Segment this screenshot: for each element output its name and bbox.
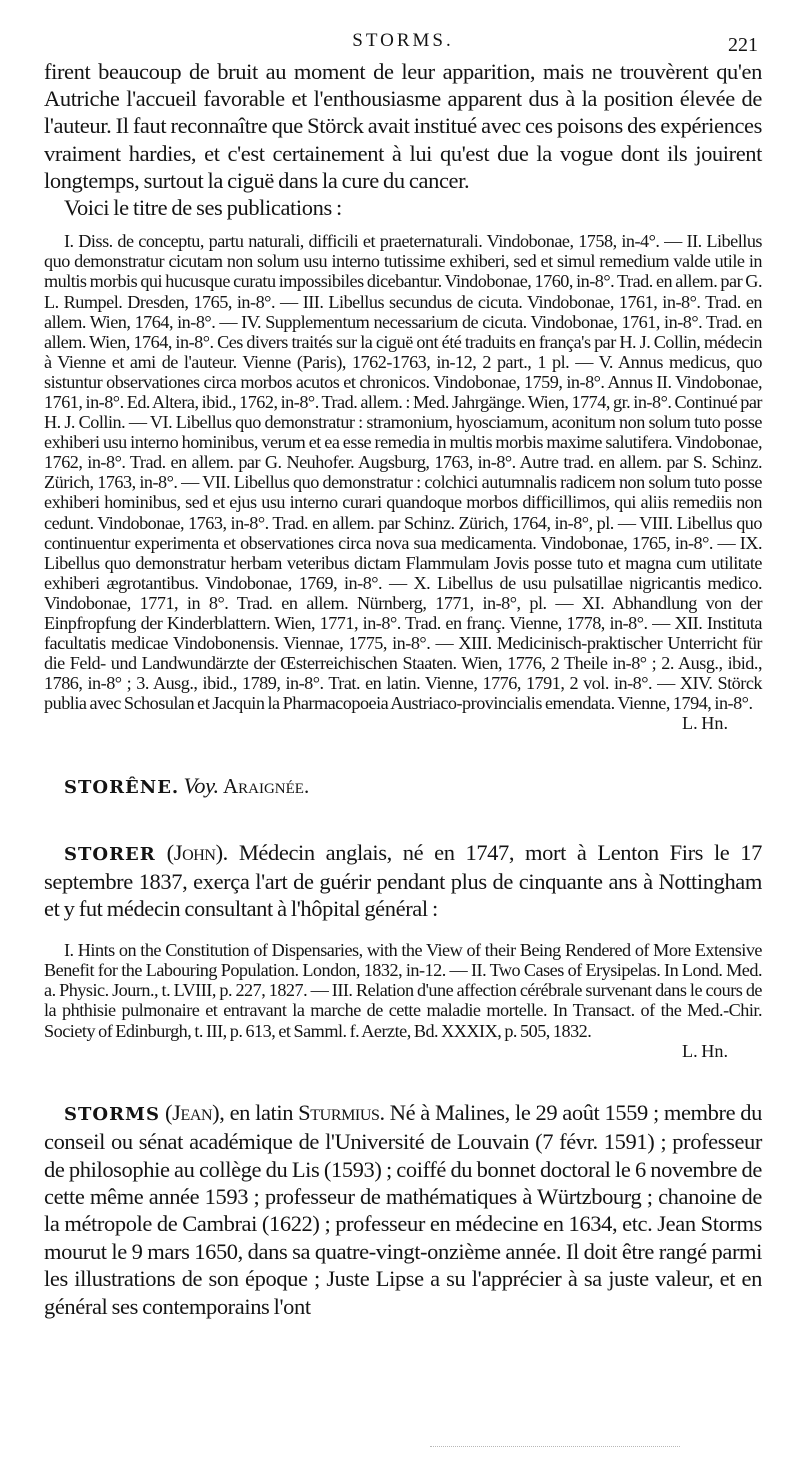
entry-headword: STORMS: [64, 1103, 160, 1125]
bibliography-list: I. Diss. de conceptu, partu naturali, difficili et praeternaturali. Vindobonae, 1758, in-4°. — II. Libellus quo demonstratur cicutam non solum usu interno tutissime exhiberi, sed et simul remedium valde utile in multis morbis qui hucusque curatu impossibiles dicebantur. Vindobonae, 1760, in-8°. Trad. en allem. par G. L. Rumpel. Dresden, 1765, in-8°. — III. Libellus secundus de cicuta. Vindobonae, 1761, in-8°. Trad. en allem. Wien, 1764, in-8°. — IV. Supplementum necessarium de cicuta. Vindobonae, 1761, in-8°. Trad. en allem. Wien, 1764, in-8°. Ces divers traités sur la ciguë ont été traduits en françа's par H. J. Collin, médecin à Vienne et ami de l'auteur. Vienne (Paris), 1762-1763, in-12, 2 part., 1 pl. — V. Annus medicus, quo sistuntur observationes circa morbos acutos et chronicos. Vindobonae, 1759, in-8°. Annus II. Vindobonae, 1761, in-8°. Ed. Altera, ibid., 1762, in-8°. Trad. allem. : Med. Jahrgänge. Wien, 1774, gr. in-8°. Continué par H. J. Collin. — VI. Libellus quo demonstratur : stramonium, hyosciamum, aconitum non solum tuto posse exhiberi usu interno hominibus, verum et ea esse remedia in multis morbis maxime salutifera. Vindobonae, 1762, in-8°. Trad. en allem. par G. Neuhofer. Augsburg, 1763, in-8°. Autre trad. en allem. par S. Schinz. Zürich, 1763, in-8°. — VII. Libellus quo demonstratur : colchici autumnalis radicem non solum tuto posse exhiberi hominibus, sed et ejus usu interno curari quandoque morbos difficillimos, qui aliis remediis non cedunt. Vindobonae, 1763, in-8°. Trad. en allem. par Schinz. Zürich, 1764, in-8°, pl. — VIII. Libellus quo continuentur experimenta et observationes circa nova sua medicamenta. Vindobonae, 1765, in-8°. — IX. Libellus quo demonstratur herbam veteribus dictam Flammulam Jovis posse tuto et magna cum utilitate exhiberi ægrotantibus. Vindobonae, 1769, in-8°. — X. Libellus de usu pulsatillae nigricantis medico. Vindobonae, 1771, in 8°. Trad. en allem. Nürnberg, 1771, in-8°, pl. — XI. Abhandlung von der Einpfropfung der Kinderblattern. Wien, 1771, in-8°. Trad. en franç. Vienne, 1778, in-8°. — XII. Instituta facultatis medicae Vindobonensis. Viennae, 1775, in-8°. — XIII. Medicinisch-praktischer Unterricht für die Feld- und Landwundärzte der Œsterreichischen Staaten. Wien, 1776, 2 Theile in-8° ; 2. Ausg., ibid., 1786, in-8° ; 3. Ausg., ibid., 1789, in-8°. Trat. en latin. Vienne, 1776, 1791, 2 vol. in-8°. — XIV. Störck publia avec Schosulan et Jacquin la Pharmacopoeia Austriaco-provincialis emendata. Vienne, 1794, in-8°.: [44, 231, 762, 714]
entry-storene: [44, 772, 762, 801]
cross-reference-voy: Voy.: [183, 772, 219, 798]
author-signature: L. Hn.: [682, 713, 728, 734]
publications-intro: Voici le titre de ses publications :: [64, 195, 342, 221]
author-signature: L. Hn.: [682, 1040, 728, 1061]
entry-storck-continuation: [44, 58, 762, 734]
entry-forename: (Jean),: [165, 1099, 225, 1125]
entry-storer: [44, 839, 762, 1061]
body-paragraph: Né à Malines, le 29 août 1559 ; membre du conseil ou sénat académique de l'Université de Louvain (7 févr. 1591) ; professeur de philosophie au collège du Lis (1593) ; coiffé du bonnet doctoral le 6 novembre de cette même année 1593 ; professeur de mathématiques à Würtzbourg ; chanoine de la métropole de Cambrai (1622) ; professeur en médecine en 1634, etc. Jean Storms mourut le 9 mars 1650, dans sa quatre-vingt-onzième année. Il doit être rangé parmi les illustrations de son époque ; Juste Lipse a su l'apprécier à sa juste valeur, et en général ses contemporains l'ont: [44, 1099, 762, 1319]
entry-headword: STORER: [64, 843, 156, 865]
body-paragraph: firent beaucoup de bruit au moment de leur apparition, mais ne trouvèrent qu'en Autriche l'accueil favorable et l'enthousiasme apparent dus à la position élevée de l'auteur. Il faut reconnaître que Störck avait institué avec ces poisons des expériences vraiment hardies, et c'est certainement à lui qu'est due la vogue dont ils jouirent longtemps, surtout la ciguë dans la cure du cancer.: [44, 59, 762, 193]
page-header: [44, 0, 762, 58]
entry-forename: (John).: [166, 839, 228, 865]
running-head: STORMS.: [352, 30, 454, 51]
body-paragraph: Médecin anglais, né en 1747, mort à Lenton Firs le 17 septembre 1837, exerça l'art de guérir pendant plus de cinquante ans à Nottingham et y fut médecin consultant à l'hôpital général :: [44, 839, 763, 921]
entry-headword: STORÊNE.: [64, 776, 180, 798]
bibliography-list: I. Hints on the Constitution of Dispensaries, with the View of their Being Rendered of More Extensive Benefit for the Labouring Population. London, 1832, in-12. — II. Two Cases of Erysipelas. In Lond. Med. a. Physic. Journ., t. LVIII, p. 227, 1827. — III. Relation d'une affection cérébrale survenant dans le cours de la phthisie pulmonaire et entravant la marche de cette maladie mortelle. In Transact. of the Med.-Chir. Society of Edinburgh, t. III, p. 613, et Samml. f. Aerzte, Bd. XXXIX, p. 505, 1832.: [44, 940, 762, 1041]
entry-storms: [44, 1099, 762, 1320]
latin-name: Sturmius.: [298, 1099, 385, 1125]
cross-reference-target: Araignée.: [222, 773, 310, 798]
page-number: 221: [728, 34, 758, 56]
page-bottom-rule: [430, 1446, 680, 1447]
latin-label: en latin: [229, 1099, 294, 1125]
